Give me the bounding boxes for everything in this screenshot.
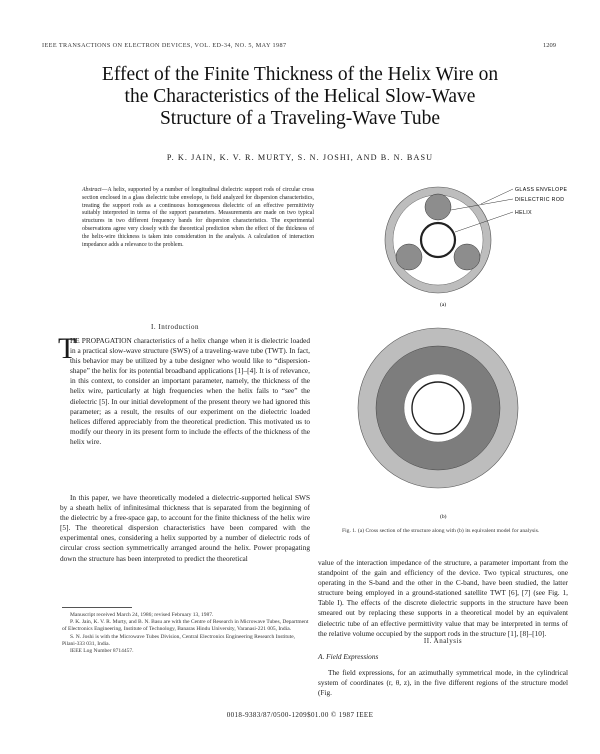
figure-1a	[333, 182, 583, 307]
support-rod-1	[425, 194, 451, 220]
drop-cap: T	[58, 332, 77, 365]
right-column-para-2: The field expressions, for an azimuthally symmetrical mode, in the cylindrical system of coordinates (r, θ, z), in the five different regions of the structure model (Fig.	[318, 668, 568, 698]
fig-sub-a: (a)	[440, 302, 447, 307]
label-helix: HELIX	[515, 210, 532, 216]
figure-caption: Fig. 1. (a) Cross section of the structure along with (b) its equivalent model for analysis.	[342, 528, 540, 534]
label-support-rod: DIELECTRIC ROD	[515, 197, 565, 203]
paper-title	[40, 64, 560, 130]
intro-para-2: In this paper, we have theoretically modeled a dielectric-supported helical SWS by a sheath helix of infinitesimal thickness that is separated from the beginning of the dielectric by a free-space gap, to account for the finite thickness of the helix wire [5]. The theoretical dispersion characteristics have been compared with the experimental ones, considering a helix supported by a number of dielectric rods of circular cross section symmetrically arranged around the helix. Power propagating down the structure has been interpreted to predict the theoretical	[60, 493, 310, 563]
support-rod-2	[396, 244, 422, 270]
footnote-rule	[62, 607, 132, 608]
running-head: IEEE TRANSACTIONS ON ELECTRON DEVICES, VOL. ED-34, NO. 5, MAY 1987	[42, 42, 287, 49]
abstract	[82, 187, 314, 249]
figure-1b	[333, 312, 583, 524]
copyright-footer: 0018-9383/87/0500-1209$01.00 © 1987 IEEE	[226, 711, 374, 719]
title-line-3: Structure of a Traveling-Wave Tube	[159, 108, 441, 129]
section-1-heading: I. Introduction	[151, 323, 199, 331]
footnote-4: IEEE Log Number 8714457.	[70, 648, 134, 655]
title-line-2: the Characteristics of the Helical Slow-Wave	[124, 86, 476, 107]
right-column-para: value of the interaction impedance of the structure, a parameter important from the standpoint of the gain and efficiency of the device. Two typical structures, one operating in the S-band and the other in the C-band, have been studied, the latter structure being employed in a ground-stationed satellite TWT [6], [7] (see Fig. 1, Table I). The effects of the discrete dielectric supports in the structure have been smeared out by replacing these supports in a theoretical model by an equivalent dielectric tube of an effective permittivity value that may be interpreted in terms of the relative volume occupied by the support rods in the structure [1], [8]–[10].	[318, 558, 568, 638]
abstract-text: —A helix, supported by a number of longitudinal dielectric support rods of circular cross section enclosed in a glass dielectric tube envelope, is field analyzed for dispersion characteristics, treating the support rods as a continuous homogeneous dielectric of an effective permittivity suitably interpreted in terms of the support parameters. Measurements are made on two typical structures in two different frequency bands for dispersion characteristics. The experimental observations agree very closely with the theoretical prediction when the effect of the thickness of the helix-wire thickness is taken into consideration in the analysis. A calculation of interaction impedance adds a relevance to the problem.	[82, 187, 314, 248]
helix-ring	[421, 223, 455, 257]
footnote-3: S. N. Joshi is with the Microwave Tubes Division, Central Electronics Engineering Research Institute, Pilani-333 031, India.	[62, 633, 296, 647]
intro-para-1: HE PROPAGATION characteristics of a helix change when it is dielectric loaded in a practical slow-wave structure (SWS) of a traveling-wave tube (TWT). In fact, this behavior may be utilized by a tube designer who would like to “dispersion-shape” the helix for its potential broadband applications [1]–[4]. It is of relevance, in this context, to consider an important parameter, namely, the thickness of the helix wire, particularly at high frequencies when the helix fails to “see” the dielectric [5]. In our initial development of the present theory we had ignored this parameter; as a result, the results of our experiment on the dielectric loaded helices differed appreciably from the theoretical prediction. This motivated us to modify our theory in its present form to include the effects of the thickness of the helix wire.	[70, 336, 310, 446]
abstract-label: Abstract	[82, 187, 102, 193]
footnote-1: Manuscript received March 24, 1986; revised February 13, 1987.	[70, 612, 214, 618]
authors: P. K. JAIN, K. V. R. MURTY, S. N. JOSHI, AND B. N. BASU	[166, 153, 434, 162]
page-number: 1209	[543, 42, 556, 49]
section-2-heading: II. Analysis	[423, 637, 463, 645]
footnotes	[62, 612, 310, 655]
title-line-1: Effect of the Finite Thickness of the Helix Wire on	[101, 64, 499, 85]
footnote-2: P. K. Jain, K. V. R. Murty, and B. N. Basu are with the Centre of Research in Microwave Tubes, Department of Electronics Engineering, Institute of Technology, Banaras Hindu University, Varanasi-221 005, India.	[62, 619, 309, 633]
model-sheath-helix	[412, 382, 464, 434]
label-glass-envelope: GLASS ENVELOPE	[515, 187, 568, 193]
support-rod-3	[454, 244, 480, 270]
subsection-a-heading: A. Field Expressions	[318, 652, 379, 661]
fig-sub-b: (b)	[440, 514, 447, 520]
